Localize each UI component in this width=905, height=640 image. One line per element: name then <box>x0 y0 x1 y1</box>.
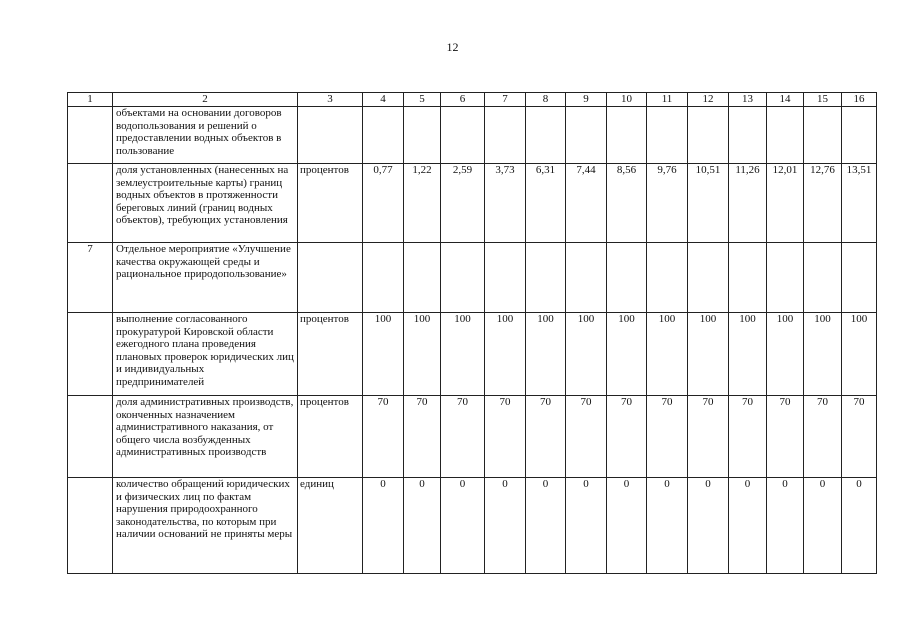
value-cell <box>441 243 485 313</box>
value-cell: 1,22 <box>404 164 441 243</box>
value-cell: 0 <box>767 478 804 574</box>
value-cell: 12,76 <box>804 164 842 243</box>
unit-cell <box>298 107 363 164</box>
value-cell: 100 <box>404 313 441 396</box>
value-cell <box>485 243 526 313</box>
value-cell: 70 <box>526 396 566 478</box>
value-cell: 70 <box>842 396 877 478</box>
value-cell <box>404 107 441 164</box>
value-cell: 100 <box>729 313 767 396</box>
page-number: 12 <box>446 40 459 54</box>
column-number: 2 <box>113 93 298 107</box>
value-cell <box>526 107 566 164</box>
value-cell: 0 <box>363 478 404 574</box>
row-number-cell: 7 <box>68 243 113 313</box>
table-row <box>68 107 877 164</box>
indicators-table <box>67 92 877 574</box>
value-cell <box>767 107 804 164</box>
value-cell: 11,26 <box>729 164 767 243</box>
value-cell <box>441 107 485 164</box>
value-cell: 100 <box>804 313 842 396</box>
value-cell <box>647 107 688 164</box>
value-cell: 100 <box>485 313 526 396</box>
value-cell <box>767 243 804 313</box>
value-cell: 70 <box>688 396 729 478</box>
unit-cell <box>298 243 363 313</box>
value-cell: 0 <box>804 478 842 574</box>
value-cell: 0 <box>607 478 647 574</box>
column-number: 16 <box>842 93 877 107</box>
value-cell: 8,56 <box>607 164 647 243</box>
column-number: 12 <box>688 93 729 107</box>
value-cell: 100 <box>688 313 729 396</box>
value-cell: 100 <box>441 313 485 396</box>
value-cell: 13,51 <box>842 164 877 243</box>
value-cell <box>363 107 404 164</box>
value-cell: 2,59 <box>441 164 485 243</box>
value-cell: 7,44 <box>566 164 607 243</box>
indicator-name-cell: выполнение согласованного прокуратурой Кировской области ежегодного плана проведения плановых проверок юридических лиц и индивидуальных предпринимателей <box>113 313 298 396</box>
row-number-cell <box>68 313 113 396</box>
value-cell: 70 <box>767 396 804 478</box>
column-number: 15 <box>804 93 842 107</box>
value-cell <box>804 107 842 164</box>
value-cell <box>607 107 647 164</box>
value-cell: 70 <box>485 396 526 478</box>
value-cell: 100 <box>363 313 404 396</box>
column-number: 9 <box>566 93 607 107</box>
value-cell <box>688 107 729 164</box>
indicator-name-cell: доля установленных (нанесенных на землеустроительные карты) границ водных объектов в протяженности береговых линий (границ водных объектов), требующих установления <box>113 164 298 243</box>
value-cell: 6,31 <box>526 164 566 243</box>
value-cell <box>804 243 842 313</box>
column-number: 11 <box>647 93 688 107</box>
table-row <box>68 243 877 313</box>
value-cell: 0 <box>647 478 688 574</box>
value-cell: 100 <box>842 313 877 396</box>
value-cell: 0 <box>566 478 607 574</box>
value-cell: 100 <box>647 313 688 396</box>
value-cell <box>363 243 404 313</box>
unit-cell: процентов <box>298 164 363 243</box>
column-number: 5 <box>404 93 441 107</box>
value-cell: 70 <box>647 396 688 478</box>
column-number: 13 <box>729 93 767 107</box>
unit-cell: процентов <box>298 396 363 478</box>
value-cell: 70 <box>607 396 647 478</box>
value-cell: 0 <box>485 478 526 574</box>
indicator-name-cell: объектами на основании договоров водопользования и решений о предоставлении водных объектов в пользование <box>113 107 298 164</box>
value-cell: 0,77 <box>363 164 404 243</box>
value-cell: 70 <box>363 396 404 478</box>
value-cell: 0 <box>441 478 485 574</box>
value-cell: 70 <box>441 396 485 478</box>
value-cell <box>404 243 441 313</box>
column-number: 3 <box>298 93 363 107</box>
value-cell: 12,01 <box>767 164 804 243</box>
value-cell: 3,73 <box>485 164 526 243</box>
column-number: 14 <box>767 93 804 107</box>
value-cell: 0 <box>729 478 767 574</box>
column-number: 6 <box>441 93 485 107</box>
value-cell: 10,51 <box>688 164 729 243</box>
value-cell <box>729 107 767 164</box>
value-cell: 100 <box>566 313 607 396</box>
value-cell <box>526 243 566 313</box>
column-number: 8 <box>526 93 566 107</box>
column-number: 10 <box>607 93 647 107</box>
indicator-name-cell: Отдельное мероприятие «Улучшение качества окружающей среды и рациональное природопользование» <box>113 243 298 313</box>
row-number-cell <box>68 478 113 574</box>
indicator-name-cell: количество обращений юридических и физических лиц по фактам нарушения природоохранного законодательства, по которым при наличии оснований не приняты меры <box>113 478 298 574</box>
value-cell: 0 <box>842 478 877 574</box>
row-number-cell <box>68 164 113 243</box>
value-cell <box>607 243 647 313</box>
value-cell: 100 <box>526 313 566 396</box>
value-cell: 9,76 <box>647 164 688 243</box>
table-row <box>68 478 877 574</box>
row-number-cell <box>68 396 113 478</box>
indicator-name-cell: доля административных производств, оконченных назначением административного наказания, от общего числа возбужденных административных производств <box>113 396 298 478</box>
column-number: 4 <box>363 93 404 107</box>
column-number: 1 <box>68 93 113 107</box>
value-cell <box>842 107 877 164</box>
column-number: 7 <box>485 93 526 107</box>
value-cell: 100 <box>767 313 804 396</box>
row-number-cell <box>68 107 113 164</box>
value-cell <box>688 243 729 313</box>
value-cell: 0 <box>404 478 441 574</box>
value-cell: 0 <box>688 478 729 574</box>
unit-cell: единиц <box>298 478 363 574</box>
table-row <box>68 164 877 243</box>
value-cell: 70 <box>566 396 607 478</box>
value-cell: 70 <box>804 396 842 478</box>
column-number-row <box>68 93 877 107</box>
value-cell: 70 <box>729 396 767 478</box>
value-cell <box>729 243 767 313</box>
value-cell <box>485 107 526 164</box>
value-cell: 100 <box>607 313 647 396</box>
table-row <box>68 313 877 396</box>
unit-cell: процентов <box>298 313 363 396</box>
value-cell <box>842 243 877 313</box>
value-cell <box>566 107 607 164</box>
value-cell: 0 <box>526 478 566 574</box>
table-row <box>68 396 877 478</box>
value-cell <box>566 243 607 313</box>
value-cell <box>647 243 688 313</box>
value-cell: 70 <box>404 396 441 478</box>
